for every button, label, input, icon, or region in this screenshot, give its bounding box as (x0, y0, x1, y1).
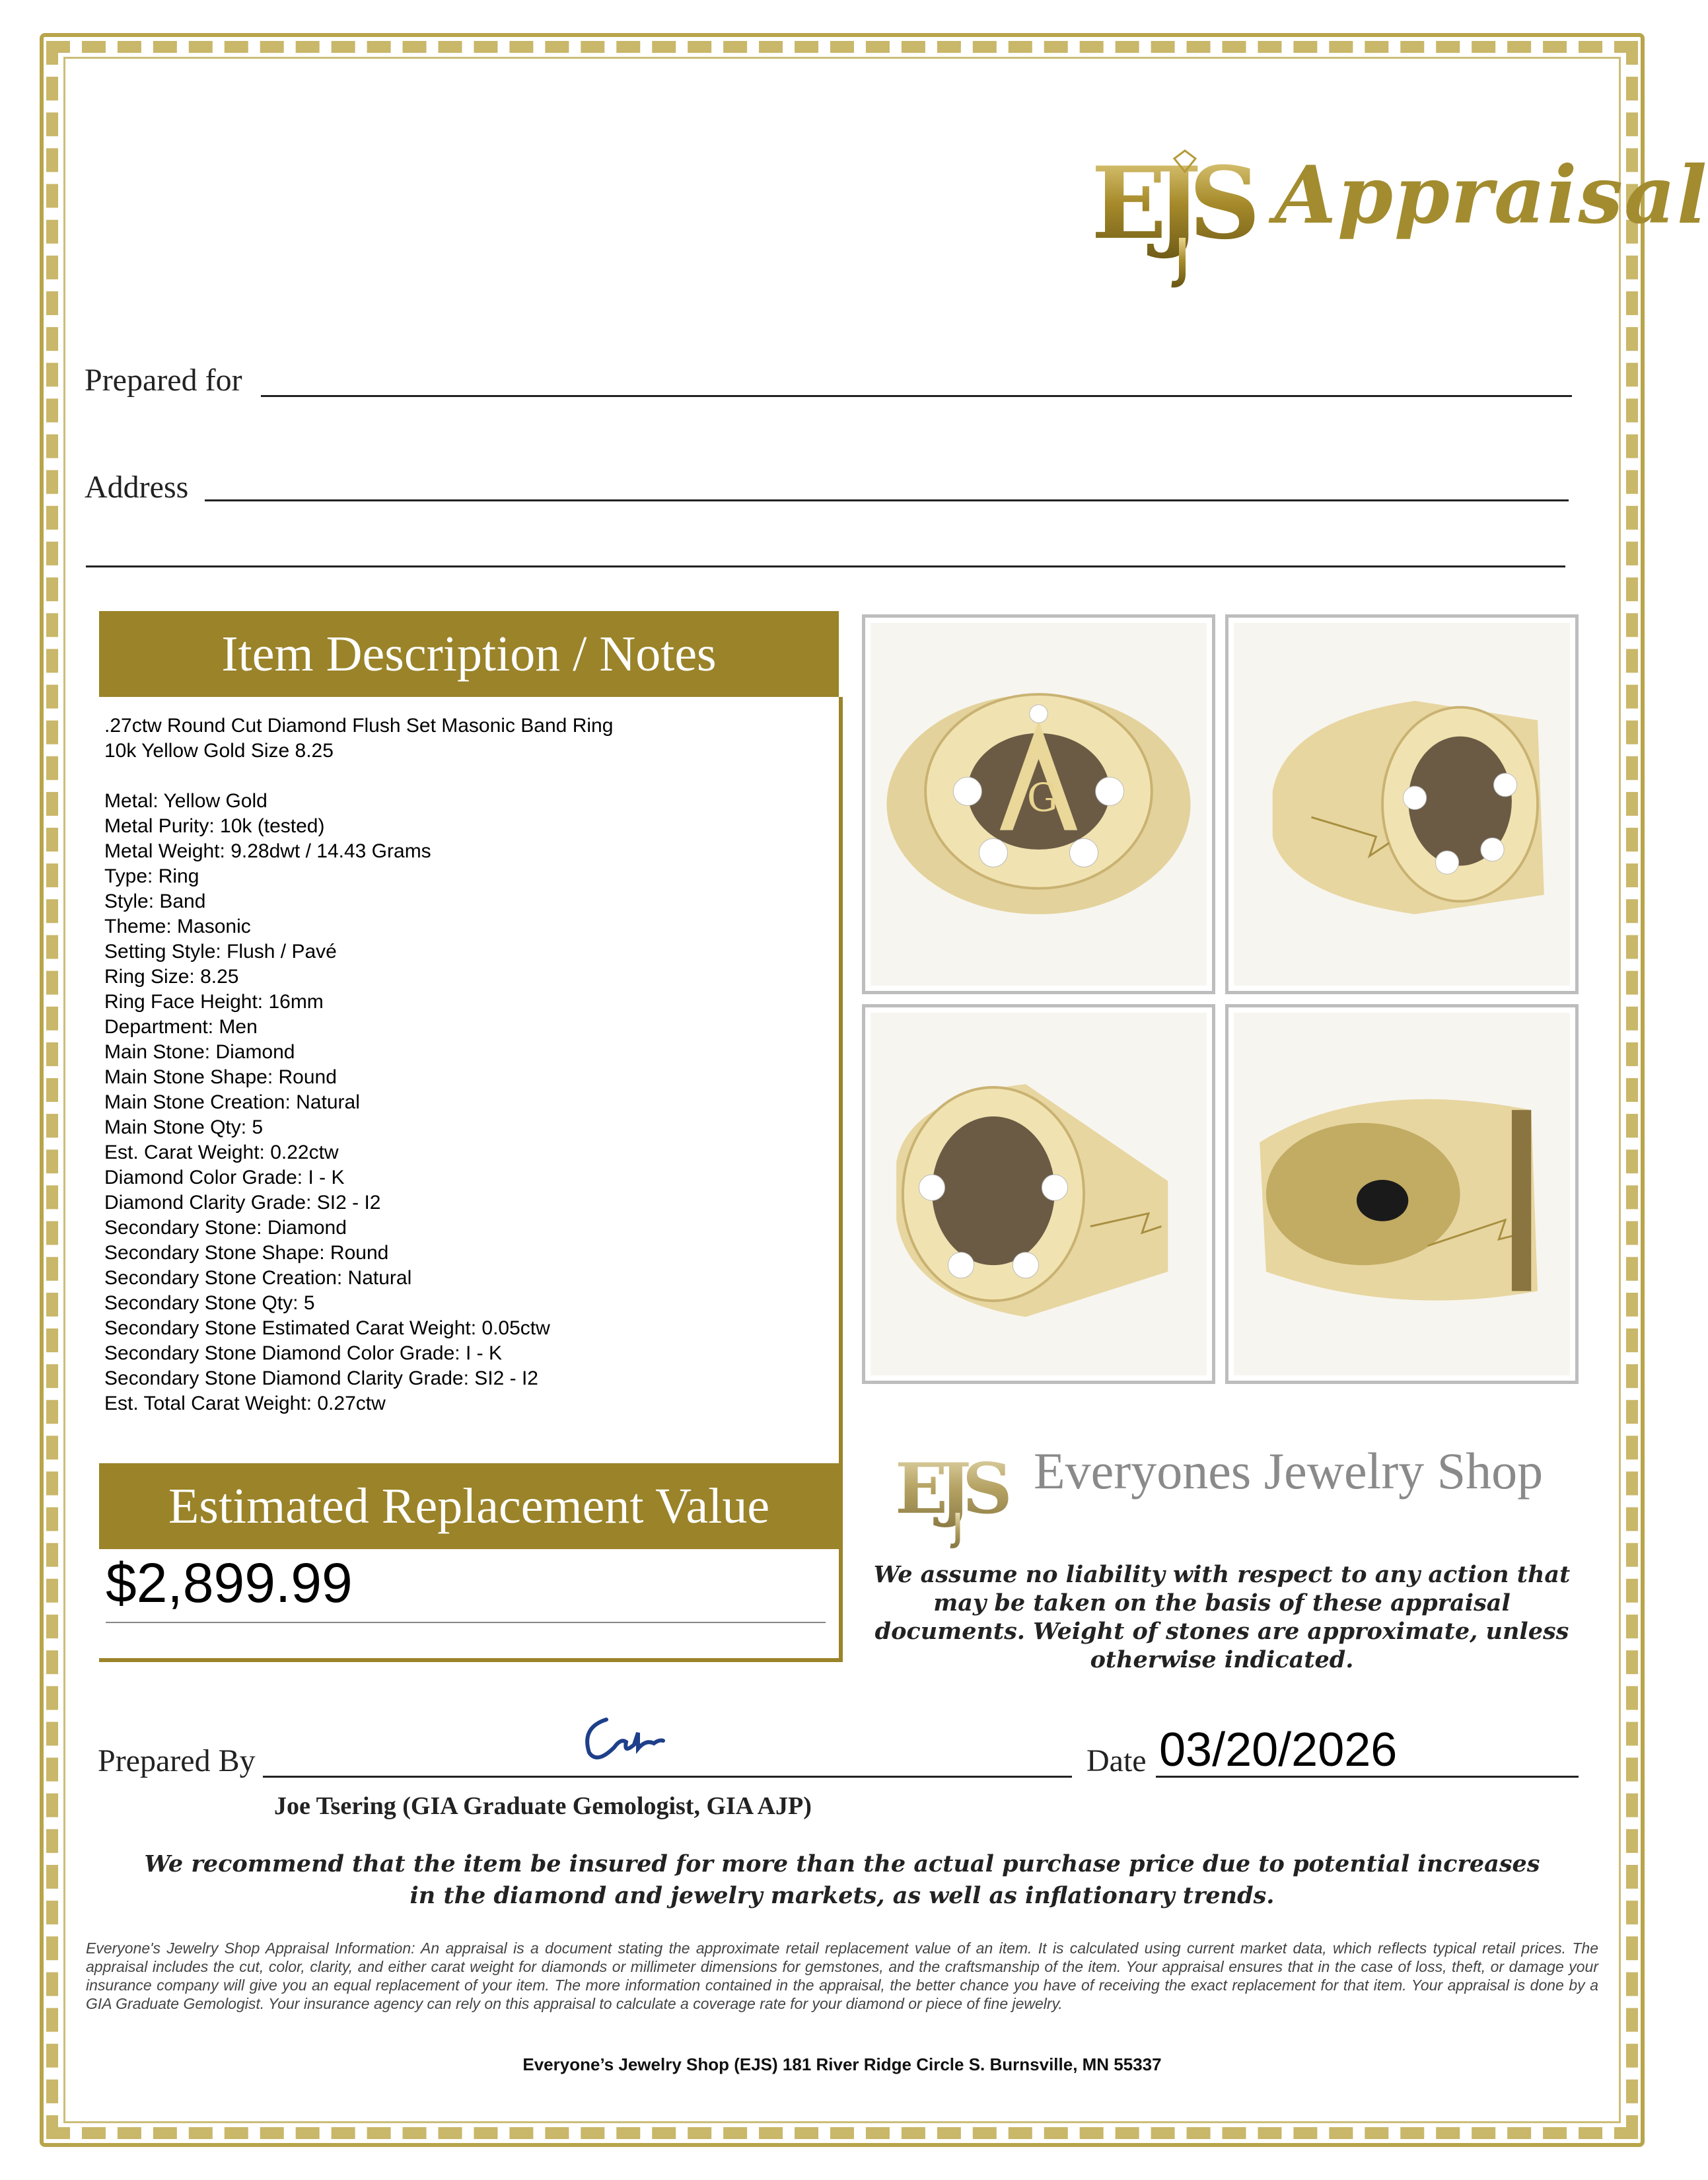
description-line: Department: Men (104, 1016, 258, 1038)
address-label: Address (85, 470, 189, 505)
ejs-logo (1090, 139, 1262, 291)
ring-photo-side (1225, 614, 1579, 994)
ejs-logo-icon (1090, 139, 1262, 291)
description-line: Est. Carat Weight: 0.22ctw (104, 1142, 339, 1163)
description-line: Main Stone: Diamond (104, 1041, 295, 1063)
footer-address: Everyone’s Jewelry Shop (EJS) 181 River Ridge Circle S. Burnsville, MN 55337 (522, 2054, 1162, 2074)
description-line (104, 764, 831, 789)
description-line: Secondary Stone Shape: Round (104, 1242, 389, 1264)
signature-icon (575, 1701, 674, 1774)
shop-name: Everyones Jewelry Shop (1034, 1442, 1544, 1500)
ring-front-icon (871, 623, 1207, 986)
description-line: Setting Style: Flush / Pavé (104, 941, 337, 963)
replacement-value: $2,899.99 (106, 1552, 353, 1614)
description-line: Main Stone Qty: 5 (104, 1116, 264, 1138)
description-line: Diamond Clarity Grade: SI2 - I2 (104, 1192, 381, 1214)
ring-side-icon (1234, 623, 1570, 986)
ring-photo-angle (862, 1004, 1215, 1384)
description-line: Diamond Color Grade: I - K (104, 1167, 345, 1188)
description-line: Type: Ring (104, 865, 199, 887)
item-description-header: Item Description / Notes (99, 611, 839, 697)
replacement-value-header: Estimated Replacement Value (99, 1463, 839, 1549)
description-line: Ring Face Height: 16mm (104, 991, 324, 1013)
svg-text:E: E (1091, 145, 1167, 262)
description-line: Secondary Stone Diamond Color Grade: I - K (104, 1342, 502, 1364)
replacement-value-underline (106, 1622, 826, 1623)
address-field-line-2[interactable] (86, 565, 1565, 567)
appraisal-title: Appraisal (1275, 149, 1708, 242)
svg-text:J: J (939, 1447, 972, 1529)
description-line: Secondary Stone Qty: 5 (104, 1292, 315, 1314)
prepared-for-field[interactable] (261, 395, 1572, 397)
liability-disclaimer: We assume no liability with respect to any action that may be taken on the basis of these appraisal documents. Weight of stones are approximate, unless otherwise indicated. (873, 1561, 1571, 1673)
description-line: Secondary Stone Creation: Natural (104, 1267, 412, 1289)
item-description-text (104, 713, 831, 1416)
description-line: Metal Weight: 9.28dwt / 14.43 Grams (104, 840, 431, 862)
svg-text:G: G (1026, 774, 1058, 820)
description-line: .27ctw Round Cut Diamond Flush Set Masonic Band Ring (104, 715, 614, 737)
description-line: Secondary Stone Estimated Carat Weight: 0.05ctw (104, 1317, 550, 1339)
ejs-shop-logo-icon (895, 1440, 1013, 1552)
description-line: Metal Purity: 10k (tested) (104, 815, 325, 837)
svg-text:E: E (895, 1447, 948, 1529)
description-line: 10k Yellow Gold Size 8.25 (104, 740, 334, 762)
description-line: Main Stone Creation: Natural (104, 1091, 360, 1113)
signature-mark (575, 1701, 674, 1774)
description-line: Est. Total Carat Weight: 0.27ctw (104, 1393, 386, 1414)
date-field[interactable] (1156, 1776, 1579, 1778)
shop-logo (895, 1440, 1013, 1552)
prepared-for-label: Prepared for (85, 363, 242, 398)
prepared-by-label: Prepared By (98, 1743, 256, 1778)
description-line: Main Stone Shape: Round (104, 1066, 337, 1088)
address-field-line-1[interactable] (205, 499, 1569, 501)
ring-angle-icon (871, 1013, 1207, 1375)
svg-text:S: S (1189, 145, 1261, 262)
date-value: 03/20/2026 (1159, 1724, 1398, 1776)
description-line: Secondary Stone Diamond Clarity Grade: SI2 - I2 (104, 1367, 538, 1389)
signer-name: Joe Tsering (GIA Graduate Gemologist, GIA AJP) (274, 1792, 812, 1820)
description-line: Ring Size: 8.25 (104, 966, 239, 988)
prepared-by-field[interactable] (263, 1776, 1072, 1778)
description-line: Secondary Stone: Diamond (104, 1217, 347, 1239)
description-line: Theme: Masonic (104, 916, 251, 937)
description-line: Style: Band (104, 890, 206, 912)
svg-text:S: S (962, 1447, 1013, 1529)
ring-inside-icon (1234, 1013, 1570, 1375)
svg-text:J: J (1155, 145, 1201, 262)
date-label: Date (1086, 1743, 1147, 1778)
appraisal-fine-print: Everyone's Jewelry Shop Appraisal Information: An appraisal is a document stating the approximate retail replacement value of an item. It is calculated using current market data, which reflects typical retail prices. The appraisal includes the cut, color, clarity, and either carat weight for diamonds or millimeter dimensions for gemstones, and the craftsmanship of the item. Your appraisal ensures that in the case of loss, theft, or damage your insurance company will give you an equal replacement of your item. The more information contained in the appraisal, the better chance you have of receiving the exact replacement for that item. Your appraisal is done by a GIA Graduate Gemologist. Your insurance agency can rely on this appraisal to calculate a coverage rate for your diamond or piece of fine jewelry. (86, 1940, 1598, 2012)
ring-photo-front (862, 614, 1215, 994)
ring-photo-inside (1225, 1004, 1579, 1384)
description-line: Metal: Yellow Gold (104, 790, 267, 812)
insurance-recommendation: We recommend that the item be insured for more than the actual purchase price due to potential increases in the diamond and jewelry markets, as well as inflationary trends. (144, 1850, 1540, 1909)
